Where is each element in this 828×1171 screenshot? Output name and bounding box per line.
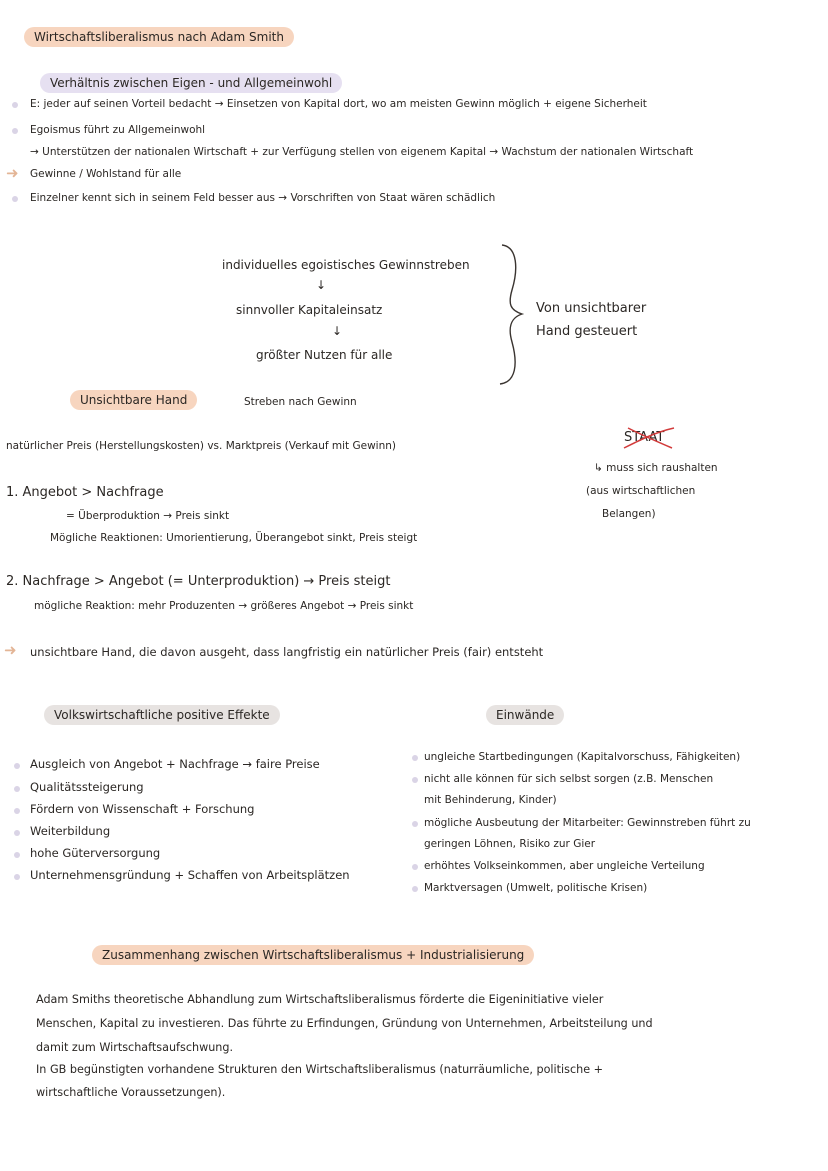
staat-note-line: ↳ muss sich raushalten [594, 462, 718, 474]
numbered-item-title: 1. Angebot > Nachfrage [6, 485, 164, 500]
staat-note-line: Belangen) [602, 508, 656, 520]
arrow-right-icon: ➜ [6, 164, 19, 182]
diagram-step-3: größter Nutzen für alle [256, 348, 393, 362]
list-item: mit Behinderung, Kinder) [424, 794, 557, 806]
bullet-icon [412, 886, 418, 892]
bullet-icon [14, 830, 20, 836]
paragraph-line: damit zum Wirtschaftsaufschwung. [36, 1041, 234, 1054]
list-item: hohe Güterversorgung [30, 846, 161, 860]
list-item: geringen Löhnen, Risiko zur Gier [424, 838, 596, 850]
curly-brace-icon [496, 242, 530, 387]
numbered-item-line: = Überproduktion → Preis sinkt [66, 510, 230, 522]
section-heading-eigen-allgemeinwohl: Verhältnis zwischen Eigen - und Allgemeinwohl [40, 73, 342, 93]
strike-cross-icon [620, 426, 680, 452]
arrow-down-icon: ↓ [332, 324, 343, 338]
arrow-right-icon: ➜ [4, 641, 17, 659]
bullet-icon [12, 128, 18, 134]
bullet-icon [412, 755, 418, 761]
list-item: mögliche Ausbeutung der Mitarbeiter: Gewinnstreben führt zu [424, 817, 751, 829]
bullet-icon [12, 196, 18, 202]
staat-crossed-word: STAAT [624, 430, 664, 445]
bullet-icon [14, 852, 20, 858]
bullet-icon [14, 874, 20, 880]
list-item: Weiterbildung [30, 824, 111, 838]
list-item: Einzelner kennt sich in seinem Feld besser aus → Vorschriften von Staat wären schädlich [30, 192, 496, 204]
section-heading-unsichtbare-hand: Unsichtbare Hand [70, 390, 197, 410]
numbered-item-line: mögliche Reaktion: mehr Produzenten → größeres Angebot → Preis sinkt [34, 600, 414, 612]
diagram-step-2: sinnvoller Kapitaleinsatz [236, 303, 383, 317]
list-item: ungleiche Startbedingungen (Kapitalvorschuss, Fähigkeiten) [424, 751, 741, 763]
section-heading-zusammenhang: Zusammenhang zwischen Wirtschaftsliberalismus + Industrialisierung [92, 945, 534, 965]
list-item: E: jeder auf seinen Vorteil bedacht → Einsetzen von Kapital dort, wo am meisten Gewinn möglich + eigene Sicherheit [30, 98, 647, 110]
list-item: Fördern von Wissenschaft + Forschung [30, 802, 255, 816]
bullet-icon [412, 821, 418, 827]
section-heading-positive-effekte: Volkswirtschaftliche positive Effekte [44, 705, 280, 725]
price-comparison: natürlicher Preis (Herstellungskosten) vs. Marktpreis (Verkauf mit Gewinn) [6, 440, 397, 452]
brace-label-line-2: Hand gesteuert [536, 324, 638, 339]
list-item: Qualitätssteigerung [30, 780, 144, 794]
list-item: Egoismus führt zu Allgemeinwohl [30, 124, 206, 136]
list-item: Gewinne / Wohlstand für alle [30, 168, 182, 180]
bullet-icon [14, 808, 20, 814]
list-item: nicht alle können für sich selbst sorgen (z.B. Menschen [424, 773, 714, 785]
list-item: Ausgleich von Angebot + Nachfrage → faire Preise [30, 757, 320, 771]
paragraph-line: In GB begünstigten vorhandene Strukturen den Wirtschaftsliberalismus (naturräumliche, politische + [36, 1063, 604, 1076]
bullet-icon [14, 763, 20, 769]
page-title: Wirtschaftsliberalismus nach Adam Smith [24, 27, 294, 47]
section-subtitle: Streben nach Gewinn [244, 396, 357, 408]
bullet-icon [412, 777, 418, 783]
numbered-item-line: Mögliche Reaktionen: Umorientierung, Überangebot sinkt, Preis steigt [50, 532, 418, 544]
list-item: erhöhtes Volkseinkommen, aber ungleiche Verteilung [424, 860, 705, 872]
conclusion-line: unsichtbare Hand, die davon ausgeht, dass langfristig ein natürlicher Preis (fair) entsteht [30, 645, 544, 659]
staat-note-line: (aus wirtschaftlichen [586, 485, 696, 497]
diagram-step-1: individuelles egoistisches Gewinnstreben [222, 258, 470, 272]
list-item: Marktversagen (Umwelt, politische Krisen) [424, 882, 648, 894]
list-item: Unternehmensgründung + Schaffen von Arbeitsplätzen [30, 868, 350, 882]
paragraph-line: Adam Smiths theoretische Abhandlung zum Wirtschaftsliberalismus förderte die Eigeninitiative vieler [36, 993, 604, 1006]
bullet-icon [12, 102, 18, 108]
list-item: → Unterstützen der nationalen Wirtschaft + zur Verfügung stellen von eigenem Kapital → Wachstum der nationalen Wirtschaft [30, 146, 694, 158]
section-heading-einwaende: Einwände [486, 705, 564, 725]
numbered-item-title: 2. Nachfrage > Angebot (= Unterproduktion) → Preis steigt [6, 574, 391, 589]
paragraph-line: Menschen, Kapital zu investieren. Das führte zu Erfindungen, Gründung von Unternehmen, Arbeitsteilung und [36, 1017, 653, 1030]
bullet-icon [14, 786, 20, 792]
bullet-icon [412, 864, 418, 870]
brace-label-line-1: Von unsichtbarer [536, 301, 647, 316]
arrow-down-icon: ↓ [316, 278, 327, 292]
paragraph-line: wirtschaftliche Voraussetzungen). [36, 1086, 226, 1099]
